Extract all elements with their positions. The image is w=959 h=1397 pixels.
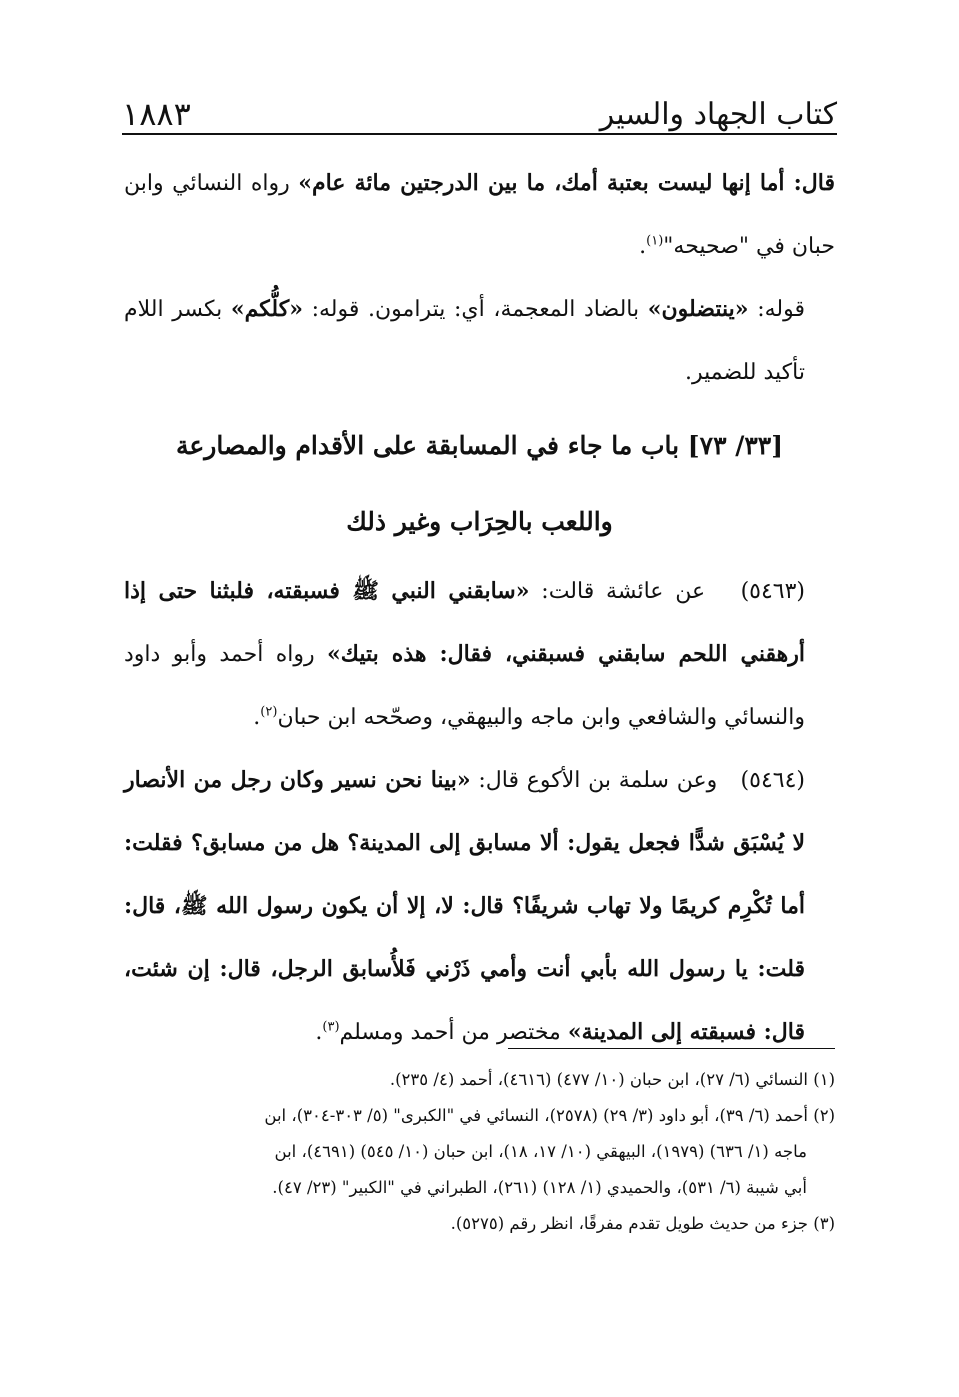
- quote-lead: قال:: [784, 170, 836, 196]
- chapter-heading: [124, 408, 835, 560]
- page-header: [122, 86, 837, 133]
- footnote-2-line-1: (٢) أحمد (٦/ ٣٩)، أبو داود (٣/ ٢٩) (٢٥٧٨)، النسائي في "الكبرى" (٥/ ٣٠٣-٣٠٤)، ابن: [264, 1106, 835, 1125]
- commentary-paragraph: قوله: «ينتضلون» بالضاد المعجمة، أي: يترامون. قوله: «كلُّكم» بكسر اللام تأكيد للضمير.: [124, 296, 805, 385]
- paragraph-continuation: قال: أما إنها ليست بعتبة أمك، ما بين الدرجتين مائة عام» رواه النسائي وابن حبان في "صحيحه"$^{(١)}$.: [124, 170, 836, 259]
- chapter-number: [٣٣/ ٧٣]: [687, 431, 784, 460]
- chapter-heading-line-1: [124, 408, 835, 484]
- running-title: كتاب الجهاد والسير: [599, 97, 837, 132]
- hadith-number: (٥٤٦٤): [740, 768, 805, 793]
- header-rule: [122, 133, 837, 135]
- hadith-quote: «سابقني النبي ﷺ فسبقته، فلبثنا حتى إذا أرهقني اللحم سابقني فسبقني، فقال: هذه بتيك»: [124, 578, 805, 667]
- footnote-ref-1: (١): [646, 233, 664, 249]
- footnote-3: (٣) جزء من حديث طويل تقدم مفرقًا، انظر رقم (٥٢٧٥).: [450, 1214, 835, 1233]
- hadith-quote: أما إنها ليست بعتبة أمك، ما بين الدرجتين مائة عام»: [298, 170, 785, 196]
- chapter-title-line-2: واللعب بالحِرَاب وغير ذلك: [346, 507, 613, 536]
- footnote-2-line-3: أبي شيبة (٦/ ٥٣١)، والحميدي (١/ ١٢٨) (٢٦١)، الطبراني في "الكبير" (٢٣/ ٤٧).: [272, 1178, 807, 1197]
- attribution: مختصر من أحمد ومسلم: [339, 1020, 568, 1045]
- chapter-title-line-1: باب ما جاء في المسابقة على الأقدام والمصارعة: [175, 431, 680, 460]
- page-number: ١٨٨٣: [122, 95, 191, 133]
- main-text: [124, 152, 835, 1064]
- hadith-5464: (٥٤٦٤) وعن سلمة بن الأكوع قال: «بينا نحن نسير وكان رجل من الأنصار لا يُسْبَق شدًّا فجعل يقول: ألا مسابق إلى المدينة؟ هل من مسابق؟ فقلت: أما تُكْرِم كريمًا ولا تهاب شريفًا؟ قال: لا، إلا أن يكون رسول الله ﷺ، قال: قلت: يا رسول الله بأبي أنت وأمي ذَرْني فَلأُسابق الرجل، قال: إن شئت، قال: فسبقته إلى المدينة» مختصر من أحمد ومسلم$^{(٣)}$.: [124, 767, 805, 1045]
- footnotes: [124, 1062, 835, 1242]
- hadith-number: (٥٤٦٣): [740, 579, 806, 604]
- footnote-separator: [508, 1048, 835, 1049]
- attribution: رواه النسائي وابن حبان في "صحيحه": [124, 171, 835, 259]
- attribution: رواه أحمد وأبو داود والنسائي والشافعي وابن ماجه والبيهقي، وصحّحه ابن حبان: [124, 642, 805, 730]
- footnote-2-line-2: ماجه (١/ ٦٣٦) (١٩٧٩)، البيهقي (١٠/ ١٧، ١٨)، ابن حبان (١٠/ ٥٤٥) (٤٦٩١)، ابن: [274, 1142, 807, 1161]
- hadith-quote: «بينا نحن نسير وكان رجل من الأنصار لا يُسْبَق شدًّا فجعل يقول: ألا مسابق إلى المدينة؟ هل من مسابق؟ فقلت: أما تُكْرِم كريمًا ولا تهاب شريفًا؟ قال: لا، إلا أن يكون رسول الله ﷺ، قال: قلت: يا رسول الله بأبي أنت وأمي ذَرْني فَلأُسابق الرجل، قال: إن شئت، قال: فسبقته إلى المدينة»: [124, 767, 805, 1045]
- footnote-1: (١) النسائي (٦/ ٢٧)، ابن حبان (١٠/ ٤٧٧) (٤٦١٦)، أحمد (٤/ ٢٣٥).: [389, 1070, 835, 1089]
- term-kullukum: «كلُّكم»: [230, 296, 303, 322]
- footnote-ref-2: (٢): [260, 704, 278, 720]
- hadith-5463: (٥٤٦٣) عن عائشة قالت: «سابقني النبي ﷺ فسبقته، فلبثنا حتى إذا أرهقني اللحم سابقني فسبقني، فقال: هذه بتيك» رواه أحمد وأبو داود والنسائي والشافعي وابن ماجه والبيهقي، وصحّحه ابن حبان$^{(٢)}$.: [124, 578, 806, 730]
- footnote-ref-3: (٣): [322, 1019, 340, 1035]
- hadith-intro: وعن سلمة بن الأكوع قال:: [470, 768, 718, 793]
- hadith-intro: عن عائشة قالت:: [529, 579, 706, 604]
- term-yantadilun: «ينتضلون»: [647, 296, 749, 322]
